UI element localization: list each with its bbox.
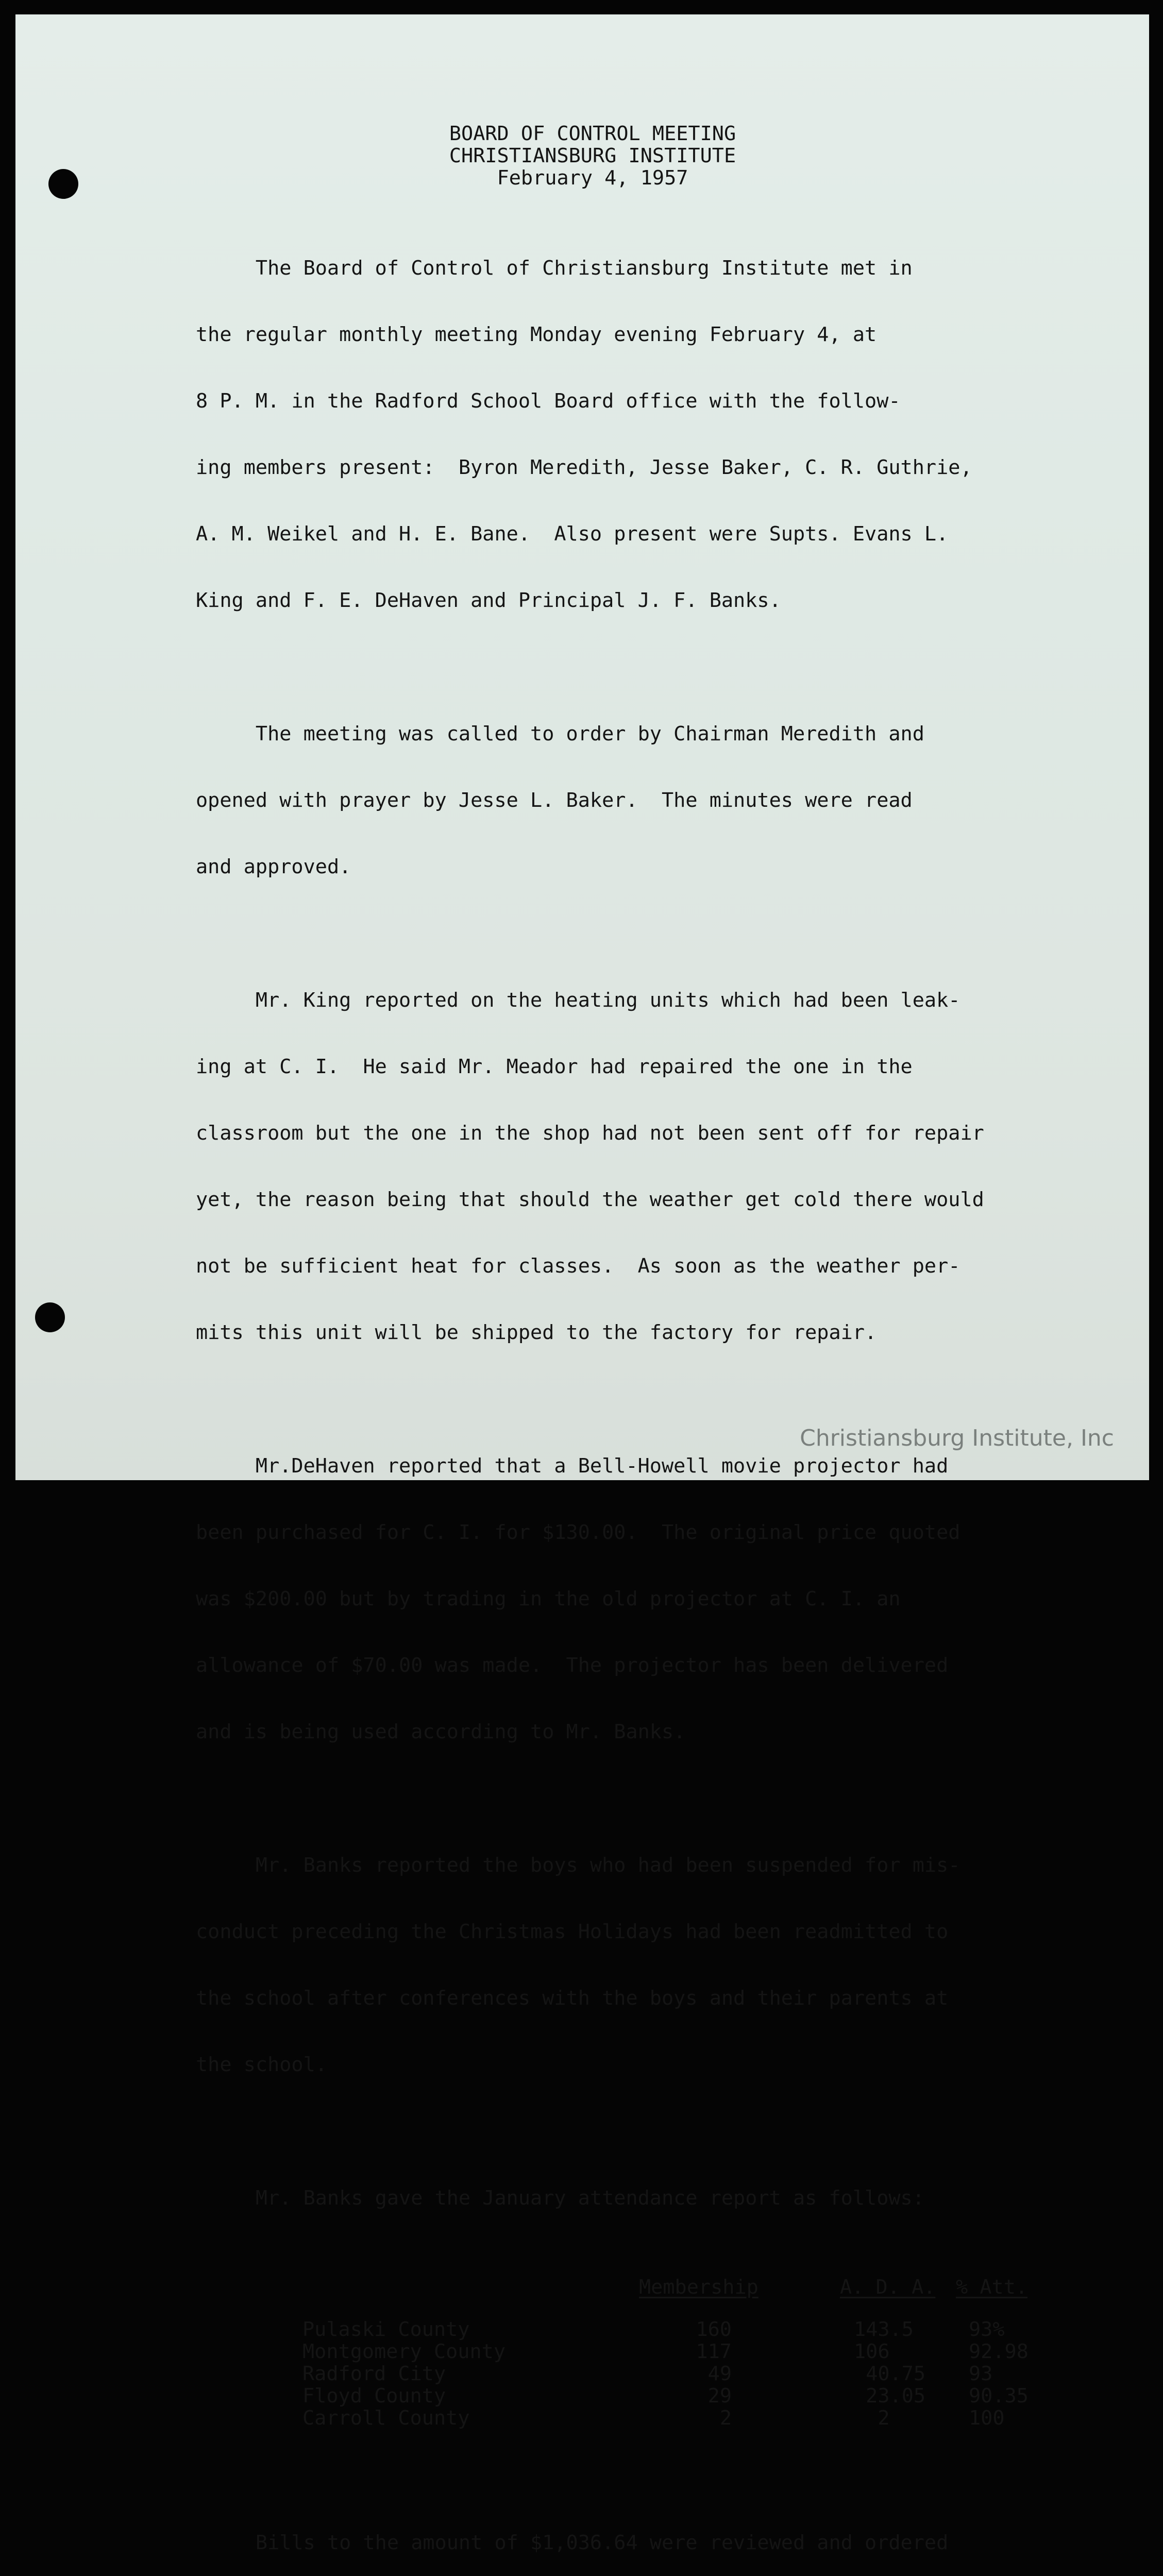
attendance-value: 100 — [969, 2406, 1005, 2430]
column-header-ada: A. D. A. — [840, 2276, 936, 2299]
county-name: Pulaski County — [302, 2318, 470, 2341]
ada-value: 2 — [854, 2406, 890, 2430]
text-line: opened with prayer by Jesse L. Baker. The minutes were read — [196, 789, 913, 812]
text-line: A. M. Weikel and H. E. Bane. Also present were Supts. Evans L. — [196, 522, 949, 546]
membership-value: 2 — [719, 2406, 732, 2430]
attendance-value: 90.35 — [969, 2384, 1029, 2408]
membership-value: 29 — [707, 2384, 732, 2408]
text-line: not be sufficient heat for classes. As soon as the weather per- — [196, 1255, 960, 1278]
header-title: BOARD OF CONTROL MEETING — [449, 122, 736, 145]
membership-value: 160 — [696, 2318, 732, 2341]
attendance-table — [196, 2276, 1103, 2477]
text-line: classroom but the one in the shop had not been sent off for repair — [196, 1122, 984, 1145]
attendance-value: 93% — [969, 2318, 1005, 2341]
attendance-value: 92.98 — [969, 2340, 1029, 2363]
text-line: was $200.00 but by trading in the old projector at C. I. an — [196, 1587, 901, 1611]
county-name: Radford City — [302, 2362, 446, 2385]
table-row — [196, 2341, 1103, 2363]
text-line: Mr. Banks gave the January attendance report as follows: — [196, 2187, 924, 2210]
ada-value: 143.5 — [854, 2318, 914, 2341]
document-page — [15, 14, 1149, 2554]
membership-value: 117 — [696, 2340, 732, 2363]
text-line: mits this unit will be shipped to the factory for repair. — [196, 1321, 877, 1344]
text-line: conduct preceding the Christmas Holidays had been readmitted to — [196, 1920, 949, 1943]
ada-value: 23.05 — [854, 2384, 926, 2408]
text-line: Bills to the amount of $1,036.64 were reviewed and ordered — [196, 2531, 949, 2554]
text-line: King and F. E. DeHaven and Principal J. F. Banks. — [196, 589, 781, 612]
paragraph-projector — [196, 1411, 1103, 1787]
punch-hole-top — [48, 169, 78, 199]
column-header-attendance: % Att. — [956, 2276, 1028, 2299]
text-line: Mr. King reported on the heating units which had been leak- — [196, 989, 960, 1012]
text-line: and approved. — [196, 855, 351, 878]
header-organization: CHRISTIANSBURG INSTITUTE — [449, 144, 736, 167]
punch-hole-bottom — [35, 1302, 65, 1332]
text-line: Mr. Banks reported the boys who had been suspended for mis- — [196, 1854, 960, 1877]
paragraph-attendance-members — [196, 213, 1103, 656]
county-name: Montgomery County — [302, 2340, 506, 2363]
text-line: The Board of Control of Christiansburg Institute met in — [196, 257, 913, 280]
table-row — [196, 2407, 1103, 2429]
text-line: the regular monthly meeting Monday evening February 4, at — [196, 323, 877, 346]
paragraph-attendance-intro — [196, 2143, 1103, 2253]
ada-value: 106 — [854, 2340, 890, 2363]
text-line: been purchased for C. I. for $130.00. The original price quoted — [196, 1521, 960, 1544]
text-line: yet, the reason being that should the weather get cold there would — [196, 1188, 984, 1211]
text-line: The meeting was called to order by Chairman Meredith and — [196, 722, 924, 745]
text-line: the school after conferences with the boys and their parents at — [196, 1987, 949, 2010]
county-name: Floyd County — [302, 2384, 446, 2408]
text-line: ing members present: Byron Meredith, Jesse Baker, C. R. Guthrie, — [196, 456, 972, 479]
column-header-membership: Membership — [639, 2276, 759, 2299]
paragraph-call-to-order — [196, 679, 1103, 922]
document-body — [196, 123, 1103, 2576]
attendance-value: 93 — [969, 2362, 993, 2385]
county-name: Carroll County — [302, 2406, 470, 2430]
table-row — [196, 2318, 1103, 2341]
paragraph-suspension — [196, 1810, 1103, 2120]
ada-value: 40.75 — [854, 2362, 926, 2385]
paragraph-bills — [196, 2487, 1103, 2576]
text-line: 8 P. M. in the Radford School Board office with the follow- — [196, 389, 901, 413]
header-date: February 4, 1957 — [497, 166, 688, 190]
text-line: and is being used according to Mr. Banks. — [196, 1720, 686, 1743]
text-line: allowance of $70.00 was made. The projector has been delivered — [196, 1654, 949, 1677]
table-row — [196, 2385, 1103, 2407]
text-line: the school. — [196, 2053, 327, 2076]
membership-value: 49 — [707, 2362, 732, 2385]
document-header — [196, 123, 989, 189]
paragraph-heating-units — [196, 945, 1103, 1388]
text-line: ing at C. I. He said Mr. Meador had repaired the one in the — [196, 1055, 913, 1078]
watermark: Christiansburg Institute, Inc — [800, 1425, 1114, 1451]
text-line: Mr.DeHaven reported that a Bell-Howell movie projector had — [196, 1454, 949, 1478]
table-row — [196, 2363, 1103, 2385]
